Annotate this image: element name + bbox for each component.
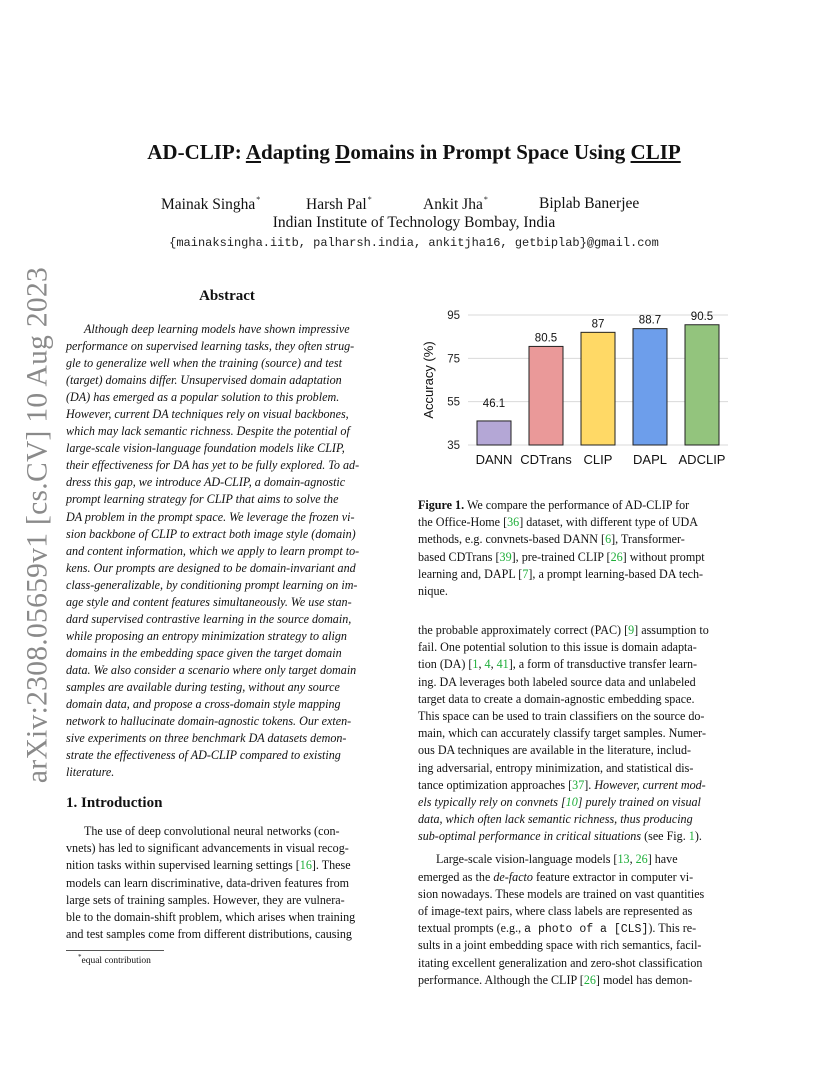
- abstract-line: prompt learning strategy for CLIP that aims to solve the: [66, 492, 339, 507]
- footnote-text: equal contribution: [81, 956, 151, 966]
- citation-link[interactable]: 1: [472, 657, 479, 672]
- abstract-line: their effectiveness for DA has yet to be fully explored. To ad-: [66, 458, 360, 473]
- figure-reference-link[interactable]: 1: [688, 829, 695, 844]
- citation-link[interactable]: 26: [583, 972, 596, 987]
- text-line: [66, 875, 388, 892]
- text-line: [66, 909, 388, 926]
- text-run: ] purely trained on visual: [577, 794, 701, 809]
- title-underlined-d: D: [335, 140, 351, 164]
- introduction-text: [66, 823, 388, 943]
- text-run: large sets of training samples. However, they are vulnera-: [66, 892, 345, 907]
- abstract-line: large-scale vision-language foundation models like CLIP,: [66, 441, 345, 456]
- author-name: Ankit Jha: [423, 196, 483, 213]
- abstract-line: (target) domains differ. Unsupervised domain adaptation: [66, 373, 342, 388]
- citation-link[interactable]: 6: [605, 532, 612, 547]
- data-label: 88.7: [638, 314, 662, 327]
- text-run: (see Fig.: [641, 829, 689, 844]
- text-run: nition tasks within supervised learning settings [: [66, 858, 300, 873]
- abstract-line: domain data, and propose a cross-domain style mapping: [66, 697, 341, 712]
- figure-1-chart: [418, 295, 740, 475]
- citation-link[interactable]: 13: [617, 852, 630, 867]
- text-line: ing adversarial, entropy minimization, and statistical dis-: [418, 760, 694, 775]
- y-tick-label: 75: [447, 353, 460, 366]
- y-tick-label: 35: [447, 440, 460, 452]
- text-run: vnets) has led to significant advancements in visual recog-: [66, 841, 349, 856]
- x-tick-label: DANN: [475, 452, 513, 467]
- x-tick-label: DAPL: [633, 452, 667, 467]
- author: [539, 195, 639, 213]
- text-line: [418, 869, 740, 886]
- citation-link[interactable]: 39: [499, 549, 512, 564]
- caption-text: ] dataset, with different type of UDA: [519, 515, 698, 530]
- author-name: Biplab Banerjee: [539, 195, 640, 212]
- x-tick-label: CDTrans: [520, 452, 572, 467]
- author-list: [161, 195, 661, 215]
- bar-adclip: [685, 325, 719, 445]
- caption-text: We compare the performance of AD-CLIP for: [464, 498, 690, 512]
- text-line: sults in a joint embedding space with rich semantics, facil-: [418, 938, 702, 953]
- footnote-rule: [66, 950, 164, 951]
- citation-link[interactable]: 9: [628, 623, 635, 637]
- caption-text: ], Transformer-: [611, 532, 685, 547]
- author: [306, 195, 372, 214]
- title-prefix: AD-CLIP:: [147, 140, 246, 164]
- text-line: [418, 972, 740, 989]
- abstract-line: sion backbone of CLIP to extract both image style (domain): [66, 526, 356, 541]
- text-run: performance. Although the CLIP [: [418, 972, 584, 987]
- citation-link[interactable]: 16: [299, 858, 312, 873]
- y-tick-label: 95: [447, 310, 460, 322]
- text-line: [66, 840, 388, 857]
- text-run: ] assumption to: [634, 623, 709, 637]
- citation-link[interactable]: 36: [507, 515, 520, 530]
- text-line: itating excellent generalization and zero-shot classification: [418, 955, 703, 970]
- text-run: ).: [694, 829, 702, 844]
- text-line: fail. One potential solution to this issue is domain adapta-: [418, 640, 697, 655]
- citation-link[interactable]: 26: [635, 852, 648, 867]
- paper-title: [0, 140, 828, 165]
- abstract-line: literature.: [66, 765, 115, 780]
- text-line: ous DA techniques are available in the literature, includ-: [418, 743, 692, 758]
- text-run: textual prompts (e.g.,: [418, 921, 525, 936]
- abstract-line: data. We also consider a scenario where only target domain: [66, 662, 357, 677]
- citation-link[interactable]: 10: [565, 794, 578, 809]
- abstract-line: gle to generalize well when the training (source) and test: [66, 356, 342, 371]
- caption-label: Figure 1.: [418, 498, 465, 512]
- text-run: The use of deep convolutional neural networks (con-: [84, 824, 340, 838]
- text-run: ]. These: [311, 858, 351, 873]
- text-run: ,: [478, 657, 485, 672]
- text-line: [418, 851, 740, 868]
- caption-text: learning and, DAPL [: [418, 566, 523, 581]
- abstract-line: class-generalizable, by conditioning prompt learning on im-: [66, 577, 358, 592]
- arxiv-sidebar: [14, 266, 62, 784]
- text-run: emerged as the: [418, 869, 494, 884]
- abstract-line: Although deep learning models have shown impressive: [84, 322, 350, 336]
- bar-dann: [477, 421, 511, 445]
- bar-chart: [418, 295, 740, 475]
- text-line: [418, 920, 740, 937]
- text-run: the probable approximately correct (PAC) [: [418, 623, 629, 637]
- author-name: Harsh Pal: [306, 196, 367, 213]
- text-line: main, which can accurately classify target samples. Numer-: [418, 726, 706, 741]
- text-line: [418, 777, 740, 794]
- caption-line: nique.: [418, 583, 448, 598]
- text-run: However, current mod-: [594, 777, 706, 792]
- author-emails[interactable]: {mainaksingha.iitb, palharsh.india, ankitjha16, getbiplab}@gmail.com: [169, 236, 659, 250]
- citation-link[interactable]: 26: [610, 549, 623, 564]
- data-label: 90.5: [690, 310, 714, 323]
- text-run: ble to the domain-shift problem, which arises when training: [66, 909, 356, 924]
- abstract-heading: Abstract: [199, 288, 255, 304]
- caption-line: [418, 531, 740, 548]
- abstract-line: samples are available during testing, without any source: [66, 679, 340, 694]
- text-run: ], a form of transductive transfer learn-: [508, 657, 698, 672]
- x-tick-label: ADCLIP: [678, 452, 726, 467]
- caption-text: methods, e.g. convnets-based DANN [: [418, 532, 606, 547]
- citation-link[interactable]: 7: [522, 566, 529, 581]
- caption-line: [418, 514, 740, 531]
- data-label: 87: [591, 318, 605, 331]
- caption-line: [418, 566, 740, 583]
- text-line: ing. DA leverages both labeled source data and unlabeled: [418, 674, 696, 689]
- abstract-line: network to hallucinate domain-agnostic tokens. Our exten-: [66, 714, 352, 729]
- data-label: 80.5: [534, 332, 558, 345]
- citation-link[interactable]: 41: [496, 657, 509, 672]
- abstract-body: [66, 321, 388, 781]
- abstract-line: sive experiments on three benchmark DA datasets demon-: [66, 731, 347, 746]
- text-run: feature extractor in computer vi-: [532, 869, 694, 884]
- text-line: This space can be used to train classifiers on the source do-: [418, 708, 705, 723]
- abstract-line: while proposing an entropy minimization strategy to align: [66, 628, 347, 643]
- text-line: [66, 823, 388, 840]
- title-part: dapting: [261, 140, 336, 164]
- text-line: [418, 656, 740, 673]
- author-name: Mainak Singha: [161, 196, 256, 213]
- text-line: [418, 794, 740, 811]
- text-line: of image-text pairs, where class labels are represented as: [418, 904, 693, 918]
- text-run: ). This re-: [648, 921, 697, 936]
- text-run: ].: [584, 777, 595, 792]
- text-line: [66, 892, 388, 909]
- author: [161, 195, 260, 214]
- x-tick-label: CLIP: [583, 452, 613, 467]
- caption-text: the Office-Home [: [418, 515, 508, 530]
- text-run: tion (DA) [: [418, 657, 473, 672]
- title-part: omains in Prompt Space Using: [350, 140, 631, 164]
- text-line: [66, 926, 388, 943]
- abstract-line: domains in the embedding space given the target domain: [66, 645, 342, 660]
- bar-dapl: [633, 329, 667, 445]
- text-run: and test samples come from different distributions, causing: [66, 927, 352, 942]
- text-run: ] have: [647, 852, 678, 867]
- title-underlined-clip: CLIP: [630, 140, 681, 164]
- equal-contribution-mark: *: [256, 195, 261, 204]
- abstract-line: However, current DA techniques rely on visual backbones,: [66, 407, 349, 422]
- text-run: tance optimization approaches [: [418, 777, 573, 792]
- text-line: target data to create a domain-agnostic embedding space.: [418, 691, 695, 706]
- abstract-line: kens. Our prompts are designed to be domain-invariant and: [66, 560, 356, 575]
- abstract-line: DA problem in the prompt space. We leverage the frozen vi-: [66, 509, 355, 524]
- section-heading-introduction: 1. Introduction: [66, 795, 163, 811]
- affiliation: Indian Institute of Technology Bombay, India: [272, 214, 556, 231]
- abstract-line: which may lack semantic richness. Despite the potential of: [66, 424, 350, 439]
- text-run: de-facto: [493, 869, 533, 884]
- text-line: data, which often lack semantic richness, thus producing: [418, 812, 693, 827]
- data-label: 46.1: [482, 397, 506, 410]
- abstract-line: dard supervised contrastive learning in the source domain,: [66, 611, 352, 626]
- text-run: ,: [490, 657, 497, 672]
- caption-line: [418, 497, 740, 514]
- citation-link[interactable]: 4: [484, 657, 491, 672]
- caption-text: ], pre-trained CLIP [: [511, 549, 611, 564]
- footnote: [78, 953, 151, 966]
- arxiv-identifier[interactable]: arXiv:2308.05659v1 [cs.CV] 10 Aug 2023: [21, 266, 54, 784]
- abstract-line: and content information, which we apply to learn prompt to-: [66, 543, 360, 558]
- caption-text: ] without prompt: [622, 549, 705, 564]
- equal-contribution-mark: *: [483, 195, 488, 204]
- caption-text: ], a prompt learning-based DA tech-: [528, 566, 704, 581]
- text-run: els typically rely on convnets [: [418, 794, 566, 809]
- y-tick-label: 55: [447, 396, 460, 409]
- text-line: sion nowadays. These models are trained on vast quantities: [418, 886, 705, 901]
- bar-cdtrans: [529, 346, 563, 445]
- text-run: sub-optimal performance in critical situations: [418, 829, 642, 844]
- text-line: [418, 828, 740, 845]
- figure-1-caption: [418, 497, 740, 600]
- title-underlined-a: A: [245, 140, 262, 164]
- abstract-line: dress this gap, we introduce AD-CLIP, a domain-agnostic: [66, 475, 346, 490]
- footnote-mark: *: [78, 953, 82, 961]
- abstract-line: (DA) has emerged as a popular solution to this problem.: [66, 390, 340, 405]
- abstract-line: performance on supervised learning tasks, they often strug-: [66, 339, 355, 354]
- abstract-line: age style and content features simultaneously. We use stan-: [66, 594, 352, 609]
- text-run: ,: [629, 852, 636, 867]
- author: [423, 195, 488, 214]
- abstract-line: strate the effectiveness of AD-CLIP compared to existing: [66, 748, 341, 763]
- text-run: Large-scale vision-language models [: [436, 852, 618, 867]
- text-run: models can learn discriminative, data-driven features from: [66, 875, 350, 890]
- bar-clip: [581, 332, 615, 445]
- citation-link[interactable]: 37: [572, 777, 585, 792]
- equal-contribution-mark: *: [367, 195, 372, 204]
- text-line: [66, 857, 388, 874]
- caption-text: based CDTrans [: [418, 549, 500, 564]
- text-line: [418, 622, 740, 639]
- caption-line: [418, 549, 740, 566]
- text-run: ] model has demon-: [595, 972, 693, 987]
- code-text: a photo of a [CLS]: [524, 923, 649, 937]
- y-axis-label: Accuracy (%): [421, 341, 436, 419]
- right-column-text: [418, 622, 740, 989]
